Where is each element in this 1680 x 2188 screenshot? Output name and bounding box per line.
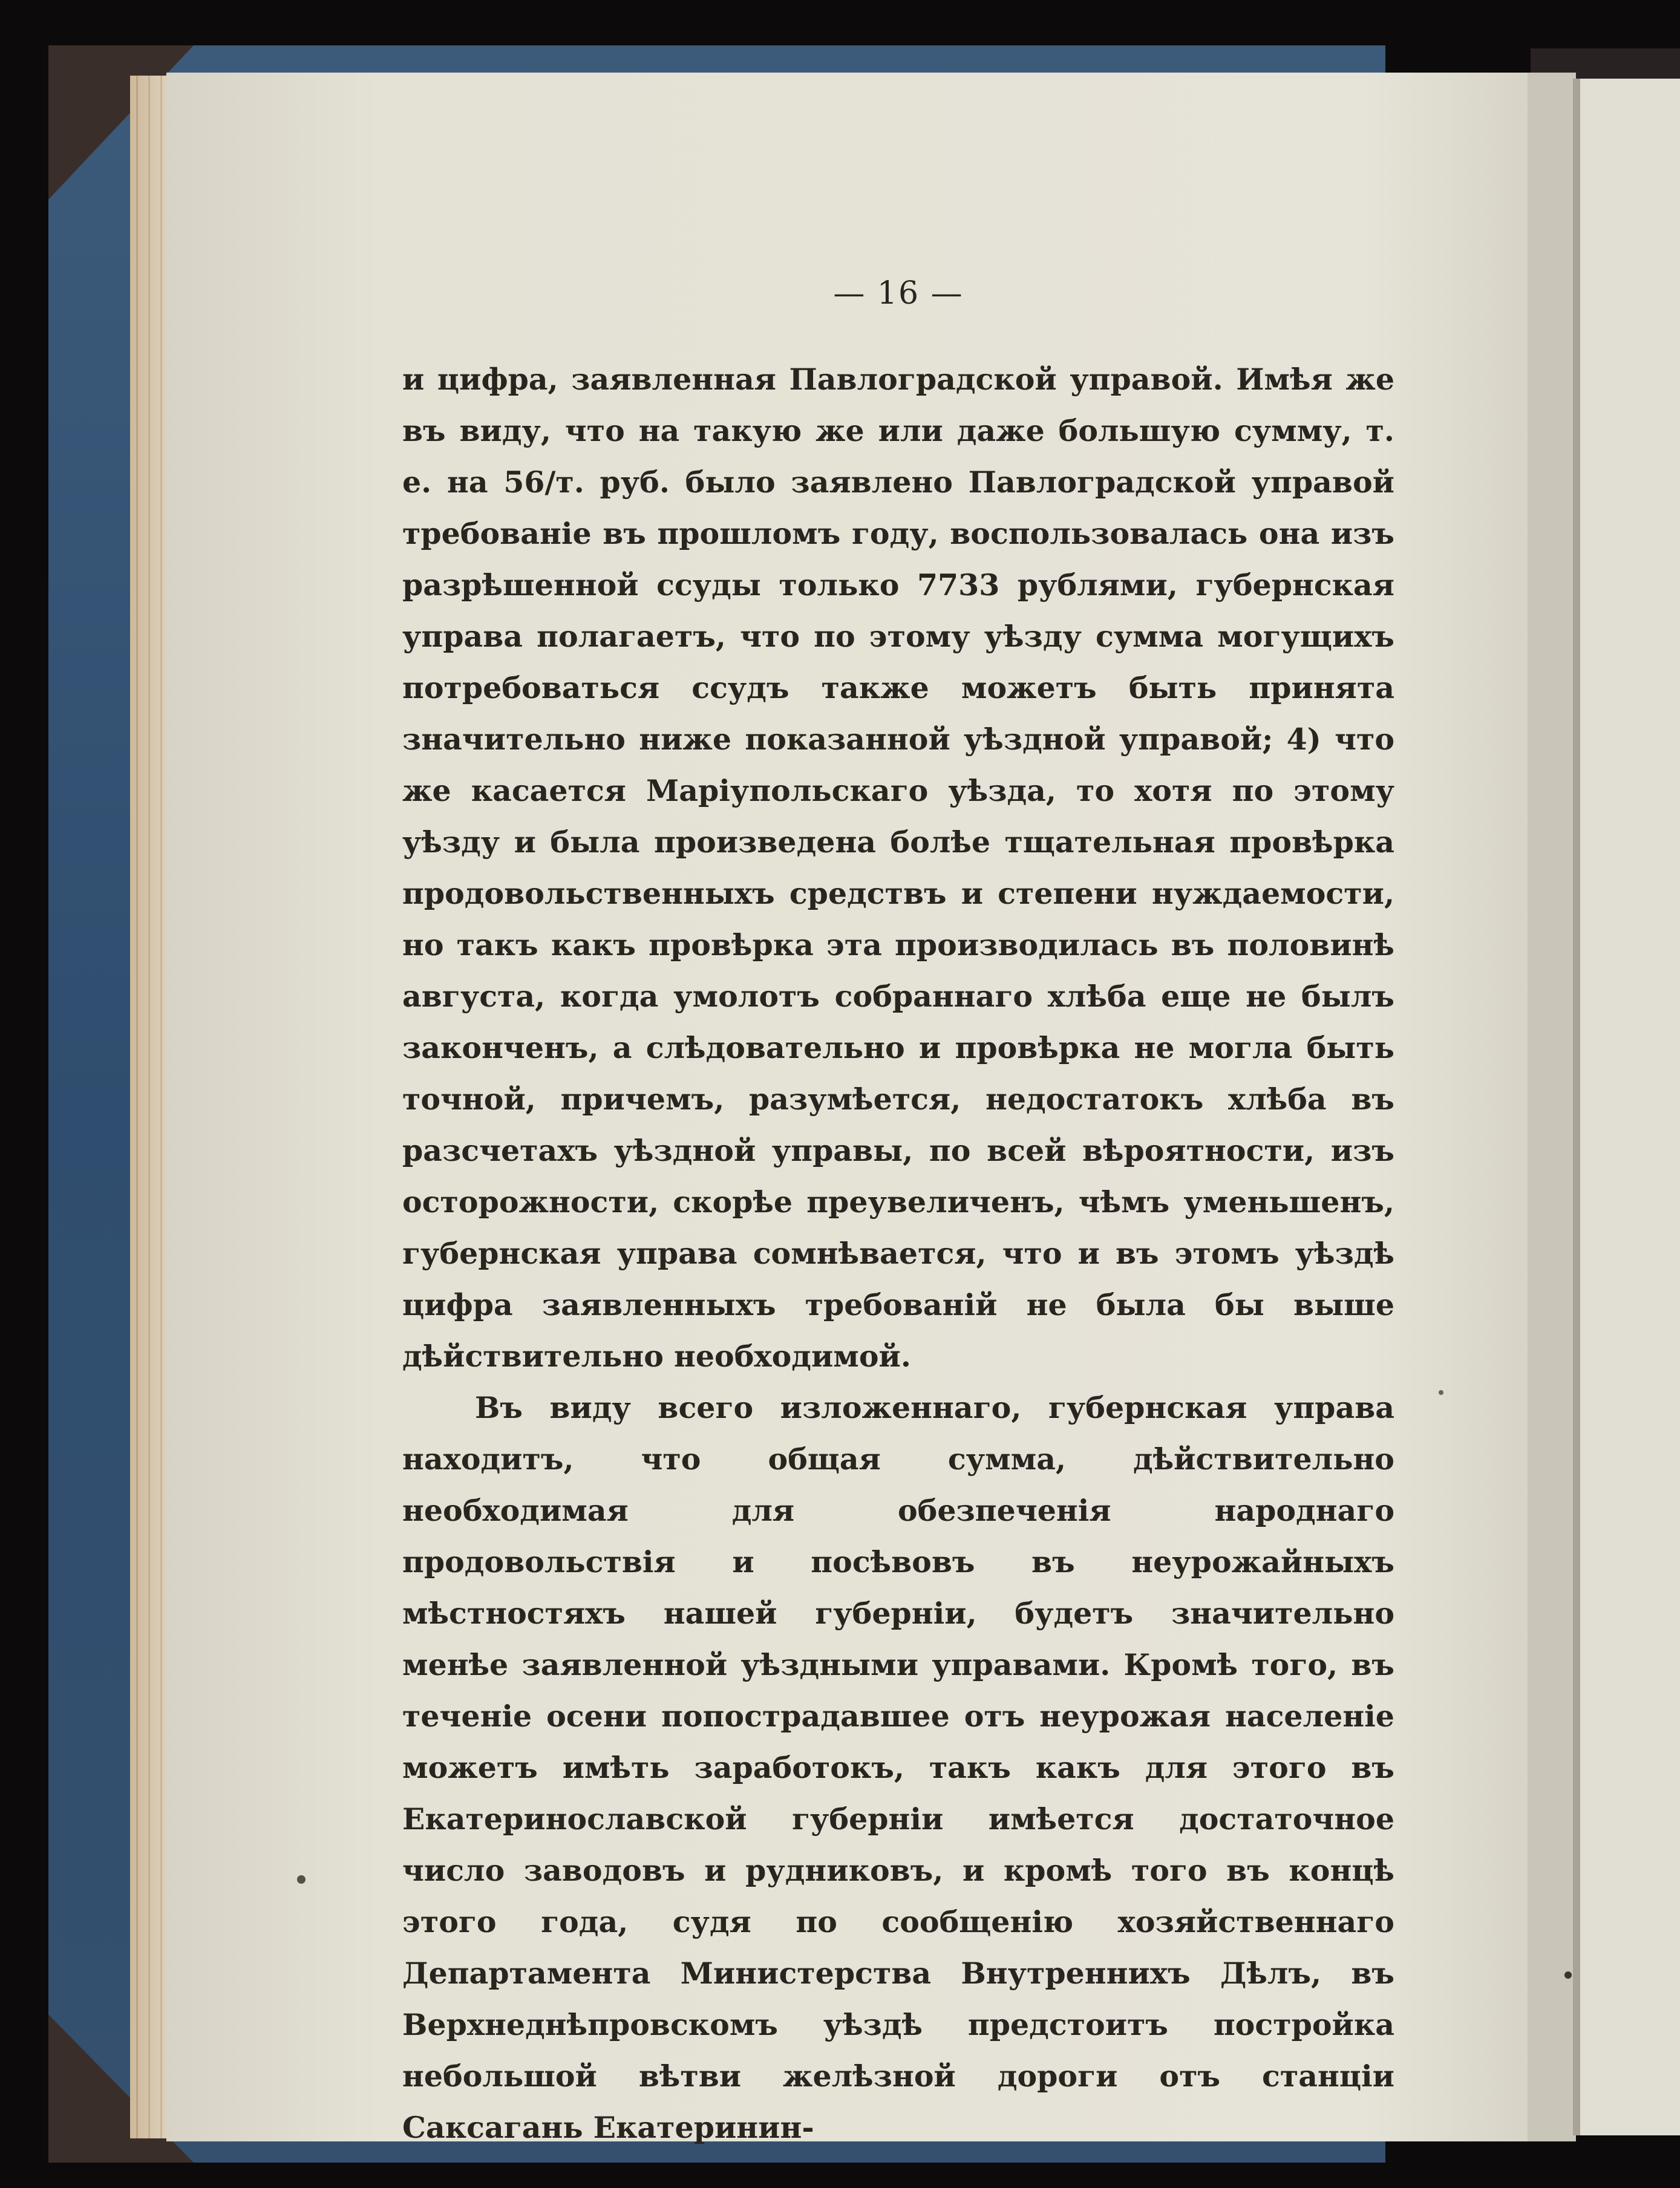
paper-speck [1439, 1390, 1443, 1395]
page-gutter-shadow [1528, 73, 1576, 2141]
paper-speck [297, 1875, 306, 1884]
page-text [402, 266, 1394, 2154]
facing-page [1576, 79, 1680, 2135]
page-number: — 16 — [833, 275, 964, 312]
paragraph: Въ виду всего изложеннаго, губернская управа находитъ, что общая сумма, дѣйствительно необходимая для обезпеченія народнаго продовольствія и посѣвовъ въ неурожайныхъ мѣстностяхъ нашей губерніи, будетъ значительно менѣе заявленной уѣздными управами. Кромѣ того, въ теченіе осени попострадавшее отъ неурожая населеніе можетъ имѣть заработокъ, такъ какъ для этого въ Екатеринославской губерніи имѣется достаточное число заводовъ и рудниковъ, и кромѣ того въ концѣ этого года, судя по сообщенію хозяйственнаго Департамента Министерства Внутреннихъ Дѣлъ, въ Верхнеднѣпровскомъ уѣздѣ предстоитъ постройка небольшой вѣтви желѣзной дороги отъ станціи Саксагань Екатеринин- [402, 1390, 1394, 2145]
paragraph: и цифра, заявленная Павлоградской управой. Имѣя же въ виду, что на такую же или даже большую сумму, т. е. на 56/т. руб. было заявлено Павлоградской управой требованіе въ прошломъ году, воспользовалась она изъ разрѣшенной ссуды только 7733 рублями, губернская управа полагаетъ, что по этому уѣзду сумма могущихъ потребоваться ссудъ также можетъ быть принята значительно ниже показанной уѣздной управой; 4) что же касается Маріупольскаго уѣзда, то хотя по этому уѣзду и была произведена болѣе тщательная провѣрка продовольственныхъ средствъ и степени нуждаемости, но такъ какъ провѣрка эта производилась въ половинѣ августа, когда умолотъ собраннаго хлѣба еще не былъ законченъ, а слѣдовательно и провѣрка не могла быть точной, причемъ, разумѣется, недостатокъ хлѣба въ разсчетахъ уѣздной управы, по всей вѣроятности, изъ осторожности, скорѣе преувеличенъ, чѣмъ уменьшенъ, губернская управа сомнѣвается, что и въ этомъ уѣздѣ цифра заявленныхъ требованій не была бы выше дѣйствительно необходимой. [402, 362, 1394, 1374]
paper-speck [1564, 1971, 1572, 1979]
